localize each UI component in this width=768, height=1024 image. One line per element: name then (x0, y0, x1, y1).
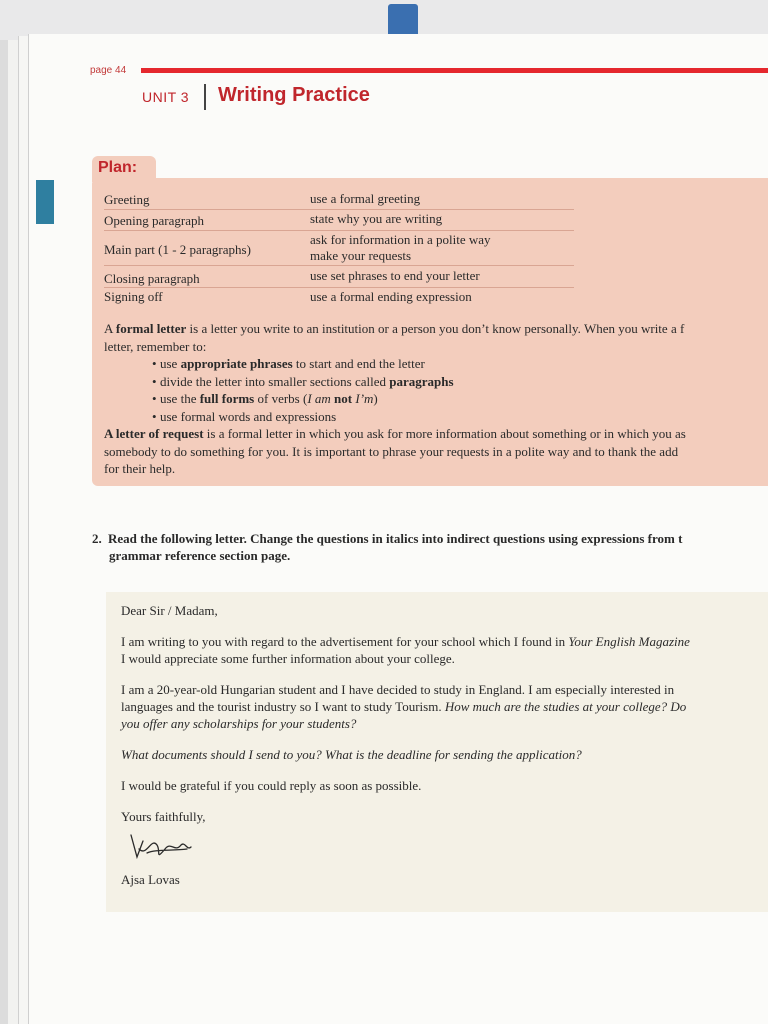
bold-term: not (334, 391, 353, 406)
text-run: use (160, 356, 181, 371)
side-color-strip (36, 180, 54, 224)
plan-explanation (104, 320, 768, 478)
letter-paragraph: I would be grateful if you could reply as soon as possible. (121, 778, 422, 793)
list-item (152, 390, 768, 408)
text-run: I am writing to you with regard to the advertisement for your school which I found in (121, 634, 569, 649)
letter-paragraph-line (121, 715, 768, 732)
plan-row-divider (104, 265, 574, 266)
header-rule (141, 68, 768, 73)
italic-example: I am (307, 391, 331, 406)
exercise-instruction (92, 530, 768, 564)
spacer (121, 794, 768, 808)
sender-name: Ajsa Lovas (121, 872, 180, 887)
italic-question: you offer any scholarships for your students? (121, 716, 357, 731)
signature-scribble (121, 827, 211, 871)
unit-label: UNIT 3 (142, 89, 190, 105)
plan-instruction: ask for information in a polite way (310, 232, 491, 247)
list-item (152, 373, 768, 391)
bold-term: paragraphs (389, 373, 454, 389)
text-run: divide the letter into smaller sections called (160, 373, 390, 389)
list-item (152, 408, 768, 426)
text-run: is a formal letter in which you ask for more information about something or in which you as (203, 426, 686, 441)
plan-instruction: use a formal ending expression (310, 289, 472, 304)
bold-term: appropriate phrases (180, 356, 293, 371)
plan-part: Greeting (104, 192, 150, 207)
plan-row-divider (104, 230, 574, 231)
letter-greeting: Dear Sir / Madam, (121, 603, 218, 618)
handwritten-signature (121, 827, 211, 871)
term-formal-letter: formal letter (115, 321, 187, 336)
letter-paragraph (121, 633, 768, 650)
spacer (121, 619, 768, 633)
letter-of-request-definition (104, 425, 768, 443)
letter-closing: Yours faithfully, (121, 809, 206, 824)
text-line: for their help. (104, 461, 176, 476)
plan-part: Closing paragraph (104, 271, 200, 286)
text-run: use the (160, 391, 200, 406)
plan-instruction: use a formal greeting (310, 191, 421, 206)
spacer (121, 667, 768, 681)
term-letter-of-request: A letter of request (104, 426, 204, 441)
italic-question: What documents should I send to you? What is the deadline for sending the application? (121, 747, 582, 762)
plan-instruction: make your requests (310, 248, 412, 263)
rules-list (104, 355, 768, 425)
text-run: of verbs ( (254, 391, 308, 406)
bold-term: full forms (199, 391, 255, 406)
exercise-number: 2. (92, 531, 102, 546)
italic-example: I’m (355, 391, 374, 406)
plan-part: Signing off (104, 289, 163, 304)
list-item (152, 355, 768, 373)
text-run: ) (373, 391, 378, 406)
unit-divider (204, 84, 206, 110)
text-run: is a letter you write to an institution or a person you don’t know personally. When you write a f (186, 321, 685, 336)
plan-instruction: state why you are writing (310, 211, 443, 226)
text-line: somebody to do something for you. It is important to phrase your requests in a polite way and to thank the add (104, 443, 679, 459)
text-run: use formal words and expressions (160, 408, 337, 424)
remember-line: letter, remember to: (104, 338, 207, 354)
formal-letter-definition (104, 320, 768, 338)
plan-part: Opening paragraph (104, 213, 204, 228)
magazine-title: Your English Magazine (568, 634, 690, 649)
text-run: to start and end the letter (292, 356, 425, 371)
page-title: Writing Practice (218, 84, 370, 106)
text-run: languages and the tourist industry so I want to study Tourism. (121, 699, 445, 714)
plan-row-divider (104, 287, 574, 288)
letter-paragraph: I am a 20-year-old Hungarian student and I have decided to study in England. I am especially interested in (121, 682, 675, 697)
letter-paragraph (121, 746, 768, 763)
text-run: Read the following letter. Change the questions in italics into indirect questions using expressions from t (108, 531, 683, 546)
page-number: page 44 (90, 65, 127, 76)
text-run: A (104, 321, 116, 336)
exercise-line: grammar reference section page. (109, 548, 291, 563)
plan-instruction: use set phrases to end your letter (310, 268, 480, 283)
italic-question: How much are the studies at your college? Do (444, 699, 687, 714)
plan-title: Plan: (98, 159, 138, 176)
exercise-line (92, 530, 768, 547)
sample-letter (121, 602, 768, 888)
spacer (121, 732, 768, 746)
letter-paragraph-line (121, 698, 768, 715)
plan-part: Main part (1 - 2 paragraphs) (104, 242, 251, 257)
plan-row-divider (104, 209, 574, 210)
letter-paragraph-line: I would appreciate some further information about your college. (121, 651, 455, 666)
bookmark-tab (388, 4, 418, 38)
spacer (121, 763, 768, 777)
